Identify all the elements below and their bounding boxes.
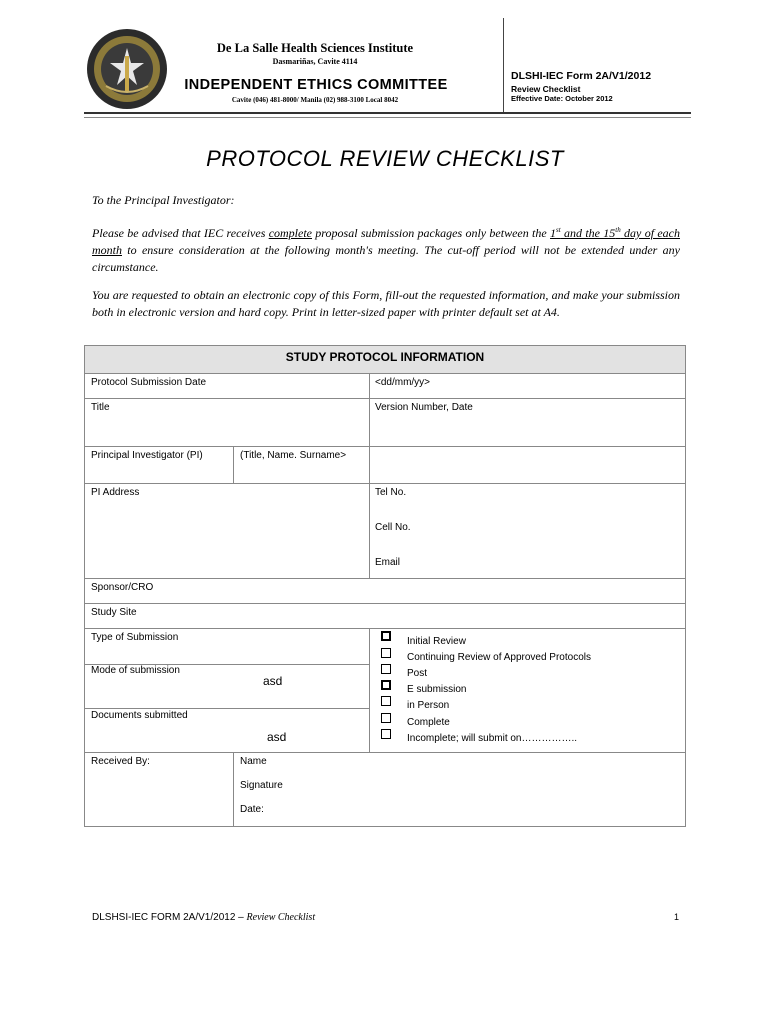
row-divider (85, 603, 685, 604)
initial-review-option: Initial Review (407, 636, 466, 647)
contact-numbers: Cavite (046) 481-8000/ Manila (02) 988-3100 Local 8042 (231, 96, 399, 104)
row-divider (85, 708, 369, 709)
institution-seal-logo (86, 28, 168, 110)
row-divider (85, 373, 685, 374)
row-divider (85, 628, 685, 629)
form-name: Review Checklist (511, 84, 581, 94)
form-code: DLSHI-IEC Form 2A/V1/2012 (511, 70, 652, 82)
pi-name-field[interactable]: (Title, Name. Surname> (240, 450, 347, 461)
submission-window-paragraph: Please be advised that IEC receives complete proposal submission packages only between the 1st and the 15th day of each month to ensure consideration at the following month's meeting. The cut-off period will not be extended under any circumstance. (92, 226, 680, 274)
column-divider (369, 628, 370, 752)
continuing-review-option: Continuing Review of Approved Protocols (407, 652, 591, 663)
received-signature-field[interactable]: Signature (240, 780, 283, 791)
row-divider (85, 578, 685, 579)
pi-label: Principal Investigator (PI) (91, 450, 203, 461)
submission-date-field[interactable]: <dd/mm/yy> (375, 377, 431, 388)
post-checkbox[interactable] (381, 664, 391, 674)
submission-type-label: Type of Submission (91, 632, 179, 643)
column-divider (369, 483, 370, 578)
documents-submitted-value[interactable]: asd (267, 730, 287, 744)
institution-name: De La Salle Health Sciences Institute (216, 41, 414, 55)
incomplete-option: Incomplete; will submit on…………….. (407, 733, 578, 744)
e-submission-option: E submission (407, 684, 467, 695)
electronic-copy-paragraph: You are requested to obtain an electronic copy of this Form, fill-out the requested information, and make your submission both in electronic version and hard copy. Print in letter-sized paper with printer default set at A4. (92, 288, 680, 319)
column-divider (233, 446, 234, 483)
complete-option: Complete (407, 717, 450, 728)
in-person-checkbox[interactable] (381, 696, 391, 706)
submission-date-label: Protocol Submission Date (91, 377, 207, 388)
initial-review-checkbox[interactable] (381, 631, 391, 641)
row-divider (85, 483, 685, 484)
title-label: Title (91, 402, 110, 413)
institution-address: Dasmariñas, Cavite 4114 (272, 57, 358, 66)
footer-form-code: DLSHSI-IEC FORM 2A/V1/2012 – Review Checklist (92, 912, 316, 923)
version-field[interactable]: Version Number, Date (375, 402, 473, 413)
column-divider (369, 373, 370, 483)
table-header: STUDY PROTOCOL INFORMATION (285, 350, 485, 364)
documents-submitted-label: Documents submitted (91, 710, 188, 721)
pi-address-label: PI Address (91, 487, 140, 498)
continuing-review-checkbox[interactable] (381, 648, 391, 658)
document-title: PROTOCOL REVIEW CHECKLIST (206, 146, 564, 171)
study-protocol-table (84, 345, 686, 827)
received-by-label: Received By: (91, 756, 150, 767)
email-field[interactable]: Email (375, 557, 401, 568)
page-number: 1 (674, 912, 680, 922)
form-effective-date: Effective Date: October 2012 (511, 94, 613, 103)
row-divider (85, 752, 685, 753)
in-person-option: in Person (407, 700, 450, 711)
header-divider (503, 18, 504, 113)
mode-of-submission-value[interactable]: asd (263, 674, 283, 688)
received-name-field[interactable]: Name (240, 756, 267, 767)
post-option: Post (407, 668, 428, 679)
tel-field[interactable]: Tel No. (375, 487, 407, 498)
mode-of-submission-label: Mode of submission (91, 665, 180, 676)
received-date-field[interactable]: Date: (240, 804, 264, 815)
row-divider (85, 398, 685, 399)
salutation: To the Principal Investigator: (92, 193, 235, 207)
header-rule (84, 112, 691, 118)
study-site-label: Study Site (91, 607, 137, 618)
committee-name: INDEPENDENT ETHICS COMMITTEE (184, 77, 448, 93)
cell-field[interactable]: Cell No. (375, 522, 411, 533)
sponsor-label: Sponsor/CRO (91, 582, 154, 593)
complete-checkbox[interactable] (381, 713, 391, 723)
incomplete-checkbox[interactable] (381, 729, 391, 739)
row-divider (85, 446, 685, 447)
column-divider (233, 752, 234, 826)
e-submission-checkbox[interactable] (381, 680, 391, 690)
